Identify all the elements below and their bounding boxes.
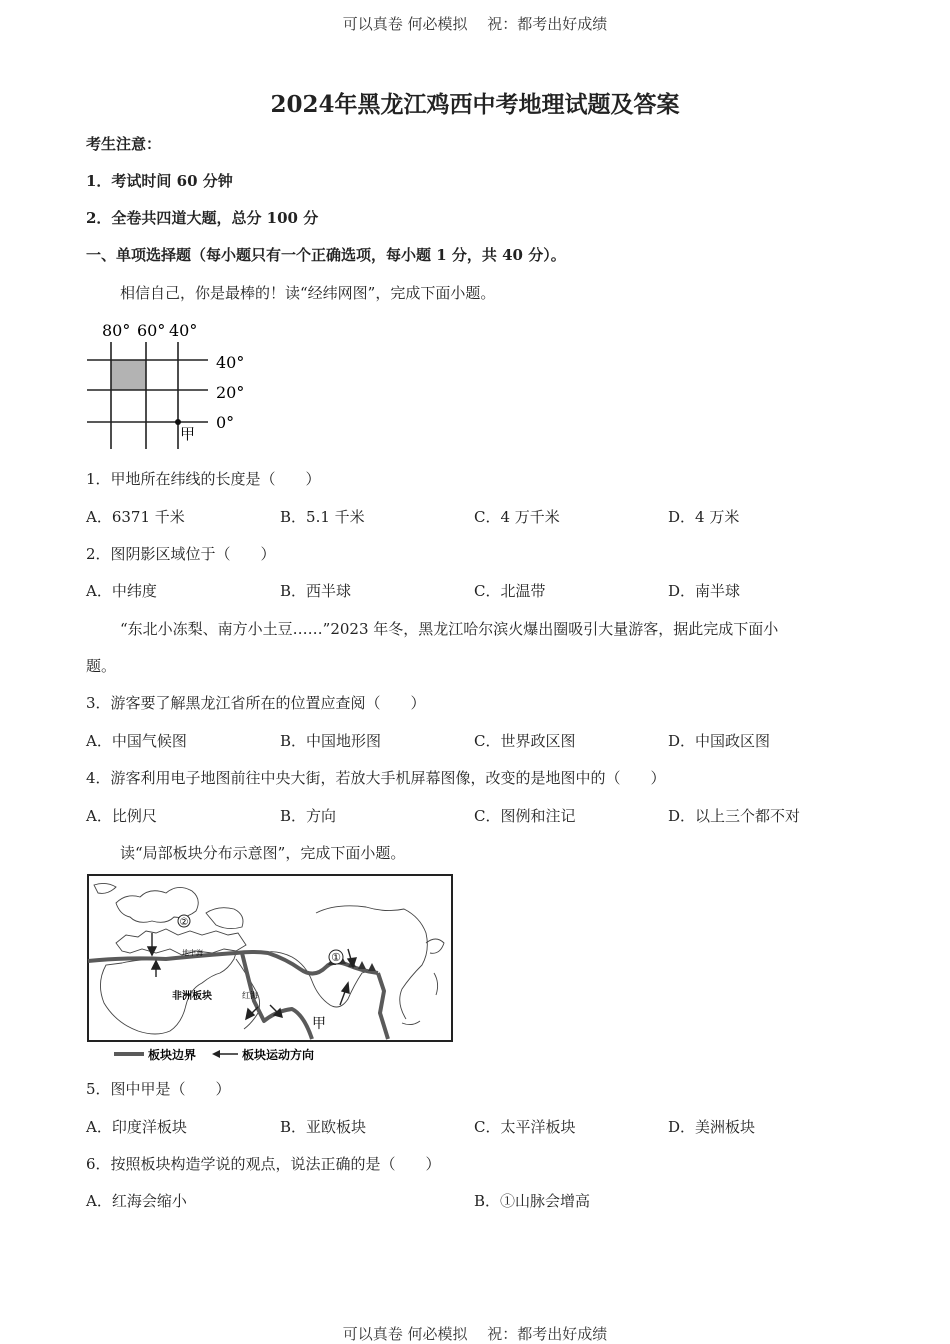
section-heading: 一、单项选择题（每小题只有一个正确选项，每小题 1 分，共 40 分）。 (86, 246, 566, 264)
option: B．①山脉会增高 (474, 1192, 591, 1210)
option: D．4 万米 (668, 508, 740, 526)
question-stem: 4．游客利用电子地图前往中央大街，若放大手机屏幕图像，改变的是地图中的（ ） (86, 769, 666, 787)
lat-label: 0° (216, 413, 235, 432)
option: D．中国政区图 (668, 732, 771, 750)
med-label: 地中海 (182, 949, 203, 957)
option: B．5.1 千米 (280, 508, 365, 526)
option: B．亚欧板块 (280, 1118, 367, 1136)
notice-item: 1．考试时间 60 分钟 (86, 172, 233, 190)
question-stem: 5．图中甲是（ ） (86, 1080, 231, 1098)
question-stem: 1．甲地所在纬线的长度是（ ） (86, 470, 321, 488)
legend-boundary-label: 板块边界 (148, 1048, 197, 1062)
option: D．美洲板块 (668, 1118, 756, 1136)
lon-label: 60° (137, 321, 166, 340)
intro-paragraph: 相信自己，你是最棒的！读“经纬网图”，完成下面小题。 (120, 284, 496, 302)
option: C．世界政区图 (474, 732, 576, 750)
option: A．6371 千米 (86, 508, 185, 526)
option: A．红海会缩小 (86, 1192, 187, 1210)
lat-label: 20° (216, 383, 245, 402)
option: C．太平洋板块 (474, 1118, 576, 1136)
option: C．4 万千米 (474, 508, 560, 526)
question-stem: 3．游客要了解黑龙江省所在的位置应查阅（ ） (86, 694, 426, 712)
notice-heading: 考生注意： (86, 135, 162, 153)
lon-label: 80° (102, 321, 131, 340)
jia-label: 甲 (312, 1016, 326, 1032)
option: C．北温带 (474, 582, 546, 600)
marker-2-label: ② (179, 917, 189, 928)
page-title: 2024年黑龙江鸡西中考地理试题及答案 (270, 91, 680, 118)
shaded-area (111, 360, 146, 390)
question-stem: 2．图阴影区域位于（ ） (86, 545, 276, 563)
african-plate-label: 非洲板块 (172, 991, 212, 1002)
option: A．比例尺 (86, 807, 157, 825)
latitude-longitude-grid-map (80, 315, 260, 455)
red-sea-label: 红海 (242, 991, 258, 1000)
option: B．西半球 (280, 582, 352, 600)
intro-paragraph: “东北小冻梨、南方小土豆……”2023 年冬，黑龙江哈尔滨火爆出圈吸引大量游客，据此完成下面小 (120, 620, 779, 638)
option: B．中国地形图 (280, 732, 382, 750)
option: A．中纬度 (86, 582, 157, 600)
marker-1-label: ① (331, 951, 341, 964)
lon-label: 40° (169, 321, 198, 340)
page-footer: 可以真卷 何必模拟 祝：都考出好成绩 (342, 1325, 608, 1343)
point-label: 甲 (180, 425, 196, 443)
legend-arrow-head (212, 1050, 220, 1058)
plate-distribution-map (86, 873, 456, 1065)
question-stem: 6．按照板块构造学说的观点，说法正确的是（ ） (86, 1155, 441, 1173)
option: A．印度洋板块 (86, 1118, 187, 1136)
option: B．方向 (280, 807, 337, 825)
page-header: 可以真卷 何必模拟 祝：都考出好成绩 (342, 15, 608, 33)
legend-direction-label: 板块运动方向 (242, 1048, 315, 1062)
option: D．以上三个都不对 (668, 807, 801, 825)
option: C．图例和注记 (474, 807, 576, 825)
option: D．南半球 (668, 582, 741, 600)
option: A．中国气候图 (86, 732, 187, 750)
lat-label: 40° (216, 353, 245, 372)
intro-paragraph: 读“局部板块分布示意图”，完成下面小题。 (120, 844, 406, 862)
notice-item: 2．全卷共四道大题，总分 100 分 (86, 209, 319, 227)
intro-paragraph-end: 题。 (86, 657, 117, 675)
